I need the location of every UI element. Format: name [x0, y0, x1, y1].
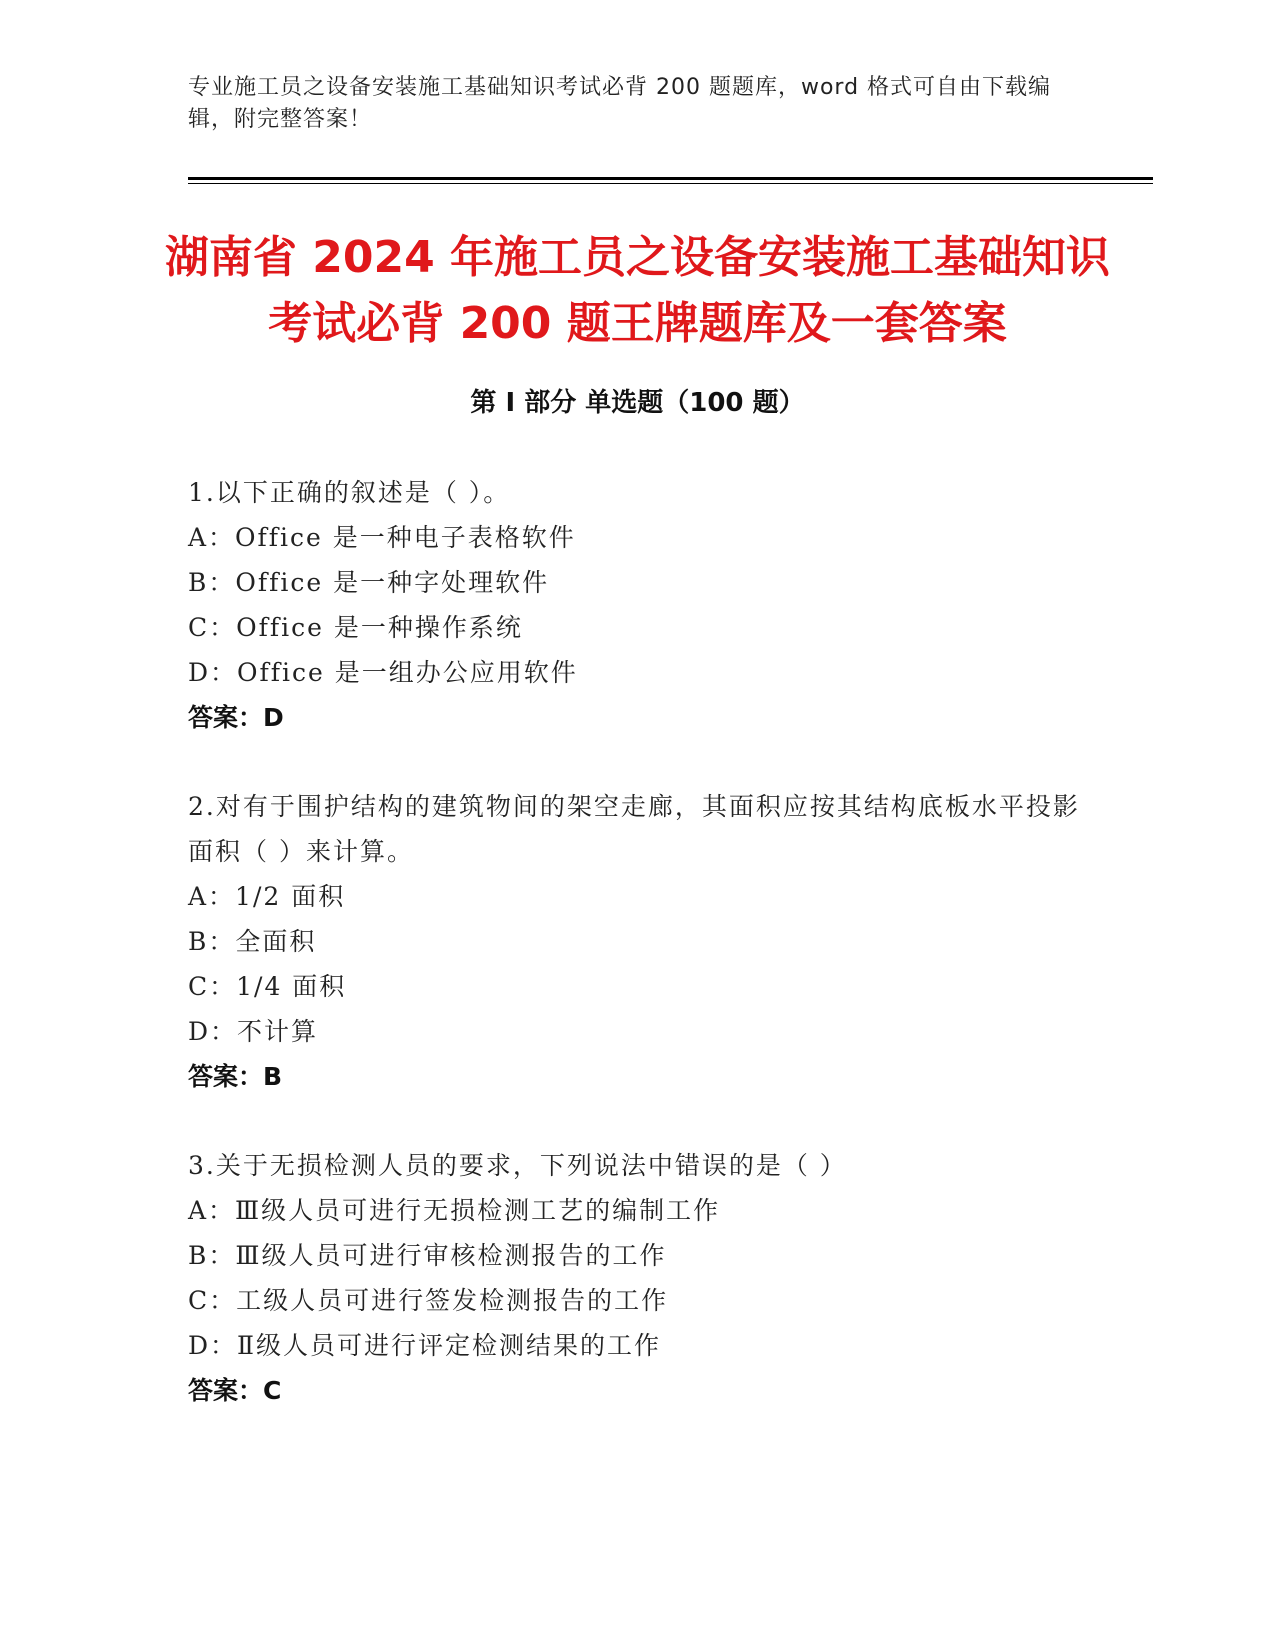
option-a: A：Office 是一种电子表格软件 [188, 523, 576, 552]
option-b: B：Office 是一种字处理软件 [188, 568, 550, 597]
option-a: A：Ⅲ级人员可进行无损检测工艺的编制工作 [188, 1196, 721, 1225]
option-c: C：工级人员可进行签发检测报告的工作 [188, 1286, 669, 1315]
answer: 答案：C [188, 1376, 282, 1405]
option-d: D：不计算 [188, 1017, 319, 1046]
question-text: 1.以下正确的叙述是（ ）。 [188, 478, 511, 507]
document-title: 湖南省 2024 年施工员之设备安装施工基础知识考试必背 200 题王牌题库及一套答案 [164, 232, 1111, 349]
option-c: C：Office 是一种操作系统 [188, 613, 523, 642]
question-2 [188, 784, 1088, 1099]
header-note: 专业施工员之设备安装施工基础知识考试必背 200 题题库，word 格式可自由下载编辑，附完整答案！ [188, 75, 1052, 132]
question-text: 2.对有于围护结构的建筑物间的架空走廊，其面积应按其结构底板水平投影面积（ ）来计算。 [188, 792, 1080, 866]
header-rule-thin [188, 183, 1153, 184]
question-text: 3.关于无损检测人员的要求，下列说法中错误的是（ ） [188, 1151, 847, 1180]
option-d: D：Office 是一组办公应用软件 [188, 658, 578, 687]
option-d: D：Ⅱ级人员可进行评定检测结果的工作 [188, 1331, 662, 1360]
option-b: B：Ⅲ级人员可进行审核检测报告的工作 [188, 1241, 667, 1270]
answer: 答案：D [188, 703, 284, 732]
answer: 答案：B [188, 1062, 283, 1091]
question-1 [188, 470, 1088, 740]
question-3 [188, 1143, 1088, 1413]
question-list [188, 470, 1088, 1457]
option-a: A：1/2 面积 [188, 882, 346, 911]
option-c: C：1/4 面积 [188, 972, 347, 1001]
section-title: 第 I 部分 单选题（100 题） [470, 388, 805, 418]
option-b: B：全面积 [188, 927, 317, 956]
header-rule-thick [188, 177, 1153, 180]
